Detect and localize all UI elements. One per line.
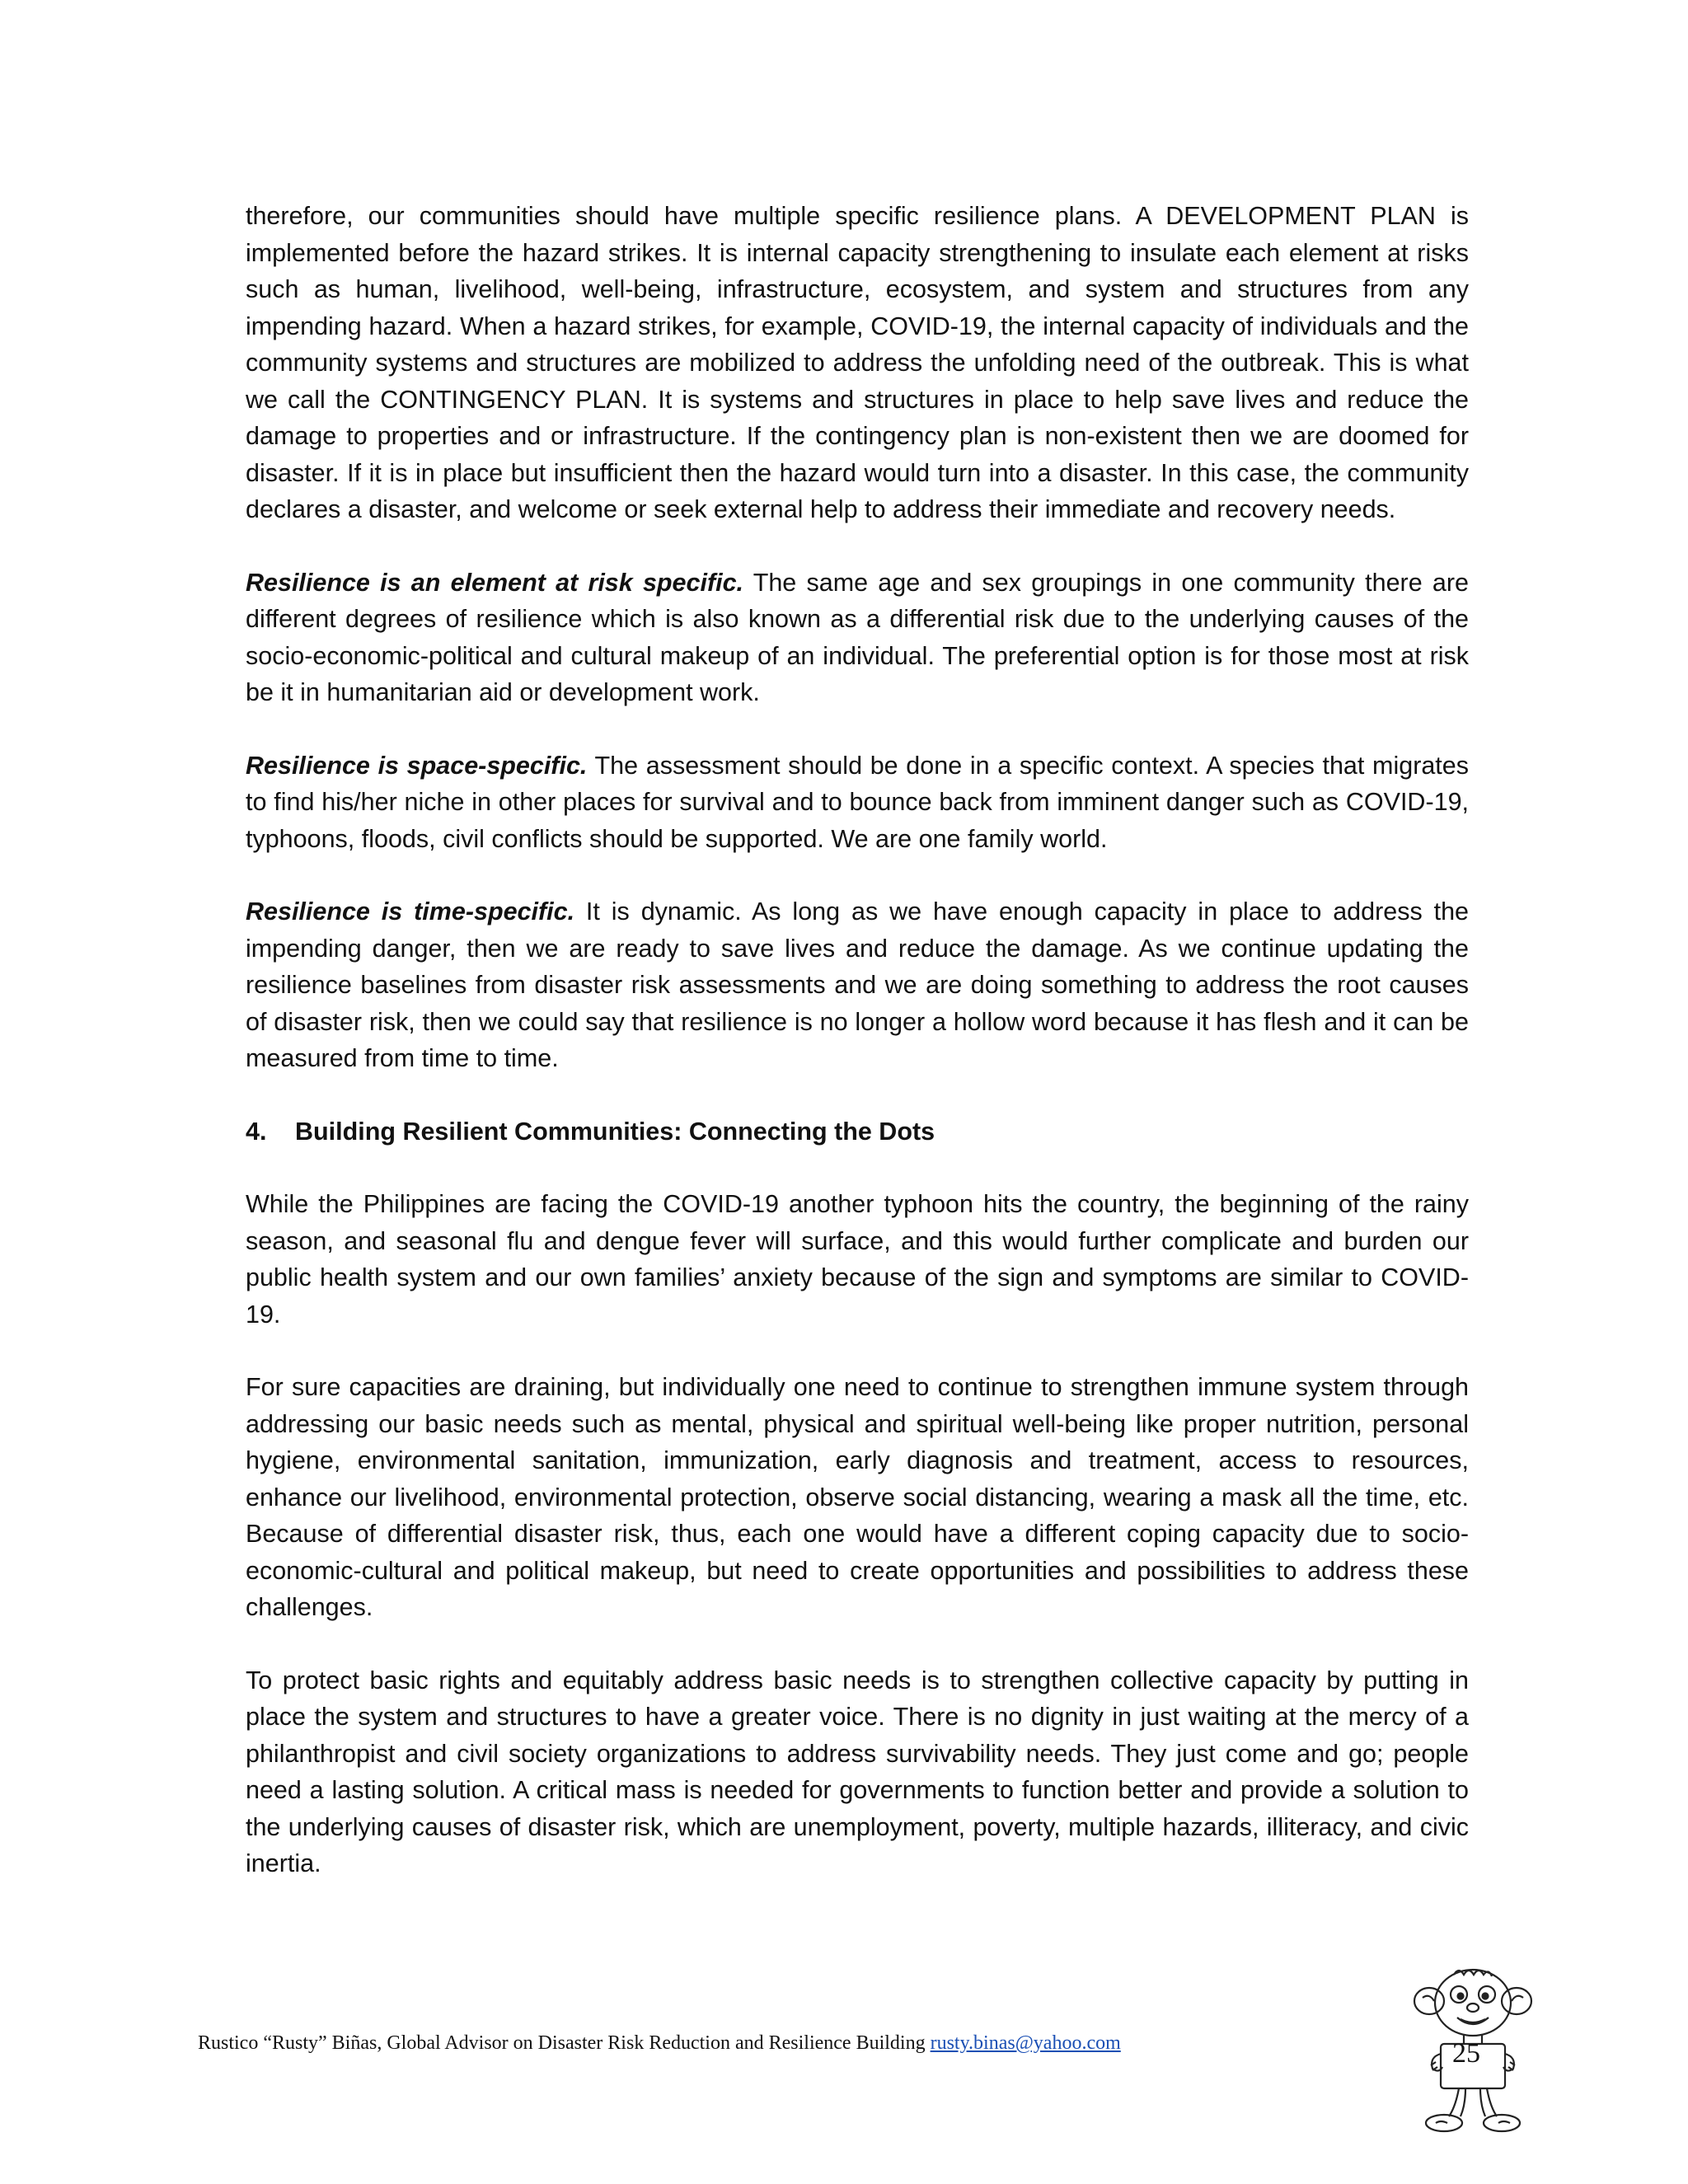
paragraph-text: It is dynamic. As long as we have enough capacity in place to address the impending danger, then we are ready to save lives and reduce the damage. As we continue updating the resilience baselines from disaster risk assessments and we are doing something to address the root causes of disaster risk, then we could say that resilience is no longer a hollow word because it has flesh and it can be measured from time to time. [246,898,1469,1072]
section-number: 4. [246,1117,267,1146]
section-heading [246,1113,1469,1151]
footer-author: Rustico “Rusty” Biñas, Global Advisor on Disaster Risk Reduction and Resilience Building [198,2032,931,2054]
page-number: 25 [1452,2038,1480,2069]
paragraph-philippines: While the Philippines are facing the COVID-19 another typhoon hits the country, the beginning of the rainy season, and seasonal flu and dengue fever will surface, and this would further complicate and burden our public health system and our own families’ anxiety because of the sign and symptoms are similar to COVID-19. [246,1190,1469,1329]
paragraph-basic-rights: To protect basic rights and equitably address basic needs is to strengthen collective capacity by putting in place the system and structures to have a greater voice. There is no dignity in just waiting at the mercy of a philanthropist and civil society organizations to address survivability needs. They just come and go; people need a lasting solution. A critical mass is needed for governments to function better and provide a solution to the underlying causes of disaster risk, which are unemployment, poverty, multiple hazards, illiteracy, and civic inertia. [246,1666,1469,1877]
paragraph-text: The assessment should be done in a specific context. A species that migrates to find his/her niche in other places for survival and to bounce back from imminent danger such as COVID-19, typhoons, floods, civil conflicts should be supported. We are one family world. [246,751,1469,853]
paragraph-element-at-risk [246,565,1469,711]
paragraph-space-specific [246,748,1469,858]
paragraph-plans: therefore, our communities should have multiple specific resilience plans. A DEVELOPMENT PLAN is implemented before the hazard strikes. It is internal capacity strengthening to insulate each element at risks such as human, livelihood, well-being, infrastructure, ecosystem, and system and structures from any impending hazard. When a hazard strikes, for example, COVID-19, the internal capacity of individuals and the community systems and structures are mobilized to address the unfolding need of the outbreak. This is what we call the CONTINGENCY PLAN. It is systems and structures in place to help save lives and reduce the damage to properties and or infrastructure. If the contingency plan is non-existent then we are doomed for disaster. If it is in place but insufficient then the hazard would turn into a disaster. In this case, the community declares a disaster, and welcome or seek external help to address their immediate and recovery needs. [246,202,1469,523]
footer-email-link[interactable]: rusty.binas@yahoo.com [930,2032,1121,2054]
footer [198,2031,1121,2055]
paragraph-lead: Resilience is time-specific. [246,898,575,926]
paragraph-capacities: For sure capacities are draining, but individually one need to continue to strengthen immune system through addressing our basic needs such as mental, physical and spiritual well-being like proper nutrition, personal hygiene, environmental sanitation, immunization, early diagnosis and treatment, access to resources, enhance our livelihood, environmental protection, observe social distancing, wearing a mask all the time, etc. Because of differential disaster risk, thus, each one would have a different coping capacity due to socio-economic-cultural and political makeup, but need to create opportunities and possibilities to address these challenges. [246,1373,1469,1621]
paragraph-text: The same age and sex groupings in one community there are different degrees of resilience which is also known as a differential risk due to the underlying causes of the socio-economic-political and cultural makeup of an individual. The preferential option is for those most at risk be it in humanitarian aid or development work. [246,568,1469,706]
paragraph-lead: Resilience is an element at risk specific. [246,568,744,597]
page-body [246,198,1469,1919]
paragraph-time-specific [246,893,1469,1077]
paragraph-lead: Resilience is space-specific. [246,751,588,780]
section-title: Building Resilient Communities: Connecting the Dots [295,1117,935,1146]
